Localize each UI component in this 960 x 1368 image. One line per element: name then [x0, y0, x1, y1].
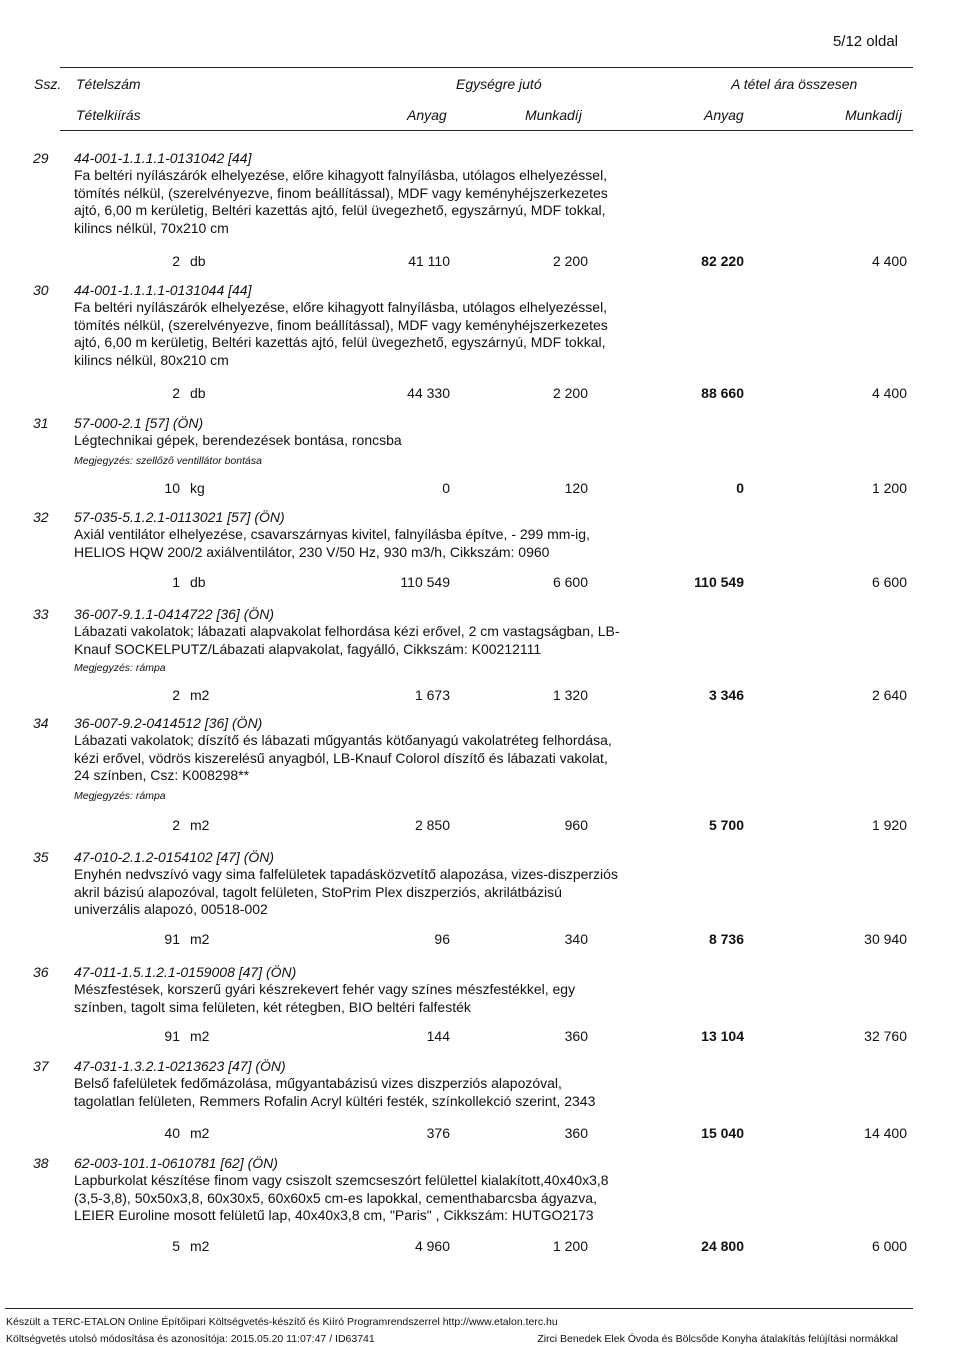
total-material-price: 5 700 — [708, 817, 744, 833]
item-number: 38 — [33, 1155, 49, 1171]
item-unit: m2 — [190, 1238, 210, 1254]
item-description: Légtechnikai gépek, berendezések bontása, roncsba — [74, 432, 402, 448]
item-description: Fa beltéri nyílászárók elhelyezése, előre kihagyott falnyílásba, utólagos elhelyezéssel, tömítés nélkül, (szerelvényezve, finom beállítással), MDF vagy keményhéjszerkezetes ajtó, 6,00 m kerületig, Beltéri kazettás ajtó, felül üvegezhető, egyszárnyú, MDF tokkal, kilincs nélkül, 80x210 cm — [74, 299, 608, 368]
item-number: 29 — [33, 150, 49, 166]
total-material-price: 110 549 — [694, 574, 744, 590]
unit-material-price: 96 — [434, 931, 450, 947]
unit-labor-price: 360 — [564, 1028, 588, 1044]
header-ssz: Ssz. — [34, 76, 62, 92]
unit-material-price: 110 549 — [400, 574, 450, 590]
item-description: Belső fafelületek fedőmázolása, műgyantabázisú vizes diszperziós alapozóval, tagolatlan felületen, Remmers Rofalin Acryl kültéri festék, színkollekció szerint, 2343 — [74, 1075, 596, 1109]
item-quantity: 2 — [172, 687, 180, 703]
item-note: Megjegyzés: rámpa — [74, 790, 166, 802]
item-code: 57-035-5.1.2.1-0113021 [57] (ÖN) — [74, 509, 285, 525]
unit-material-price: 44 330 — [407, 385, 450, 401]
header-munkadij-unit: Munkadíj — [525, 107, 582, 123]
footer-rule — [5, 1308, 913, 1309]
item-code: 36-007-9.1.1-0414722 [36] (ÖN) — [74, 606, 275, 622]
total-labor-price: 6 000 — [871, 1238, 907, 1254]
item-description: Enyhén nedvszívó vagy sima falfelületek tapadásközvetítő alapozása, vizes-diszperziós akril bázisú alapozóval, tagolt felületen, StoPrim Plex diszperziós, akrilátbázisú univerzális alapozó, 00518-002 — [74, 866, 618, 917]
total-material-price: 24 800 — [701, 1238, 744, 1254]
unit-labor-price: 2 200 — [552, 385, 588, 401]
item-number: 35 — [33, 849, 49, 865]
item-code: 44-001-1.1.1.1-0131042 [44] — [74, 150, 252, 166]
item-number: 33 — [33, 606, 49, 622]
total-labor-price: 2 640 — [871, 687, 907, 703]
header-tetelszam: Tételszám — [76, 76, 141, 92]
total-labor-price: 6 600 — [871, 574, 907, 590]
item-number: 31 — [33, 415, 49, 431]
item-quantity: 2 — [172, 385, 180, 401]
item-code: 36-007-9.2-0414512 [36] (ÖN) — [74, 715, 263, 731]
item-number: 32 — [33, 509, 49, 525]
header-tetelkiiras: Tételkiírás — [76, 107, 141, 123]
total-labor-price: 32 760 — [864, 1028, 907, 1044]
item-quantity: 91 — [164, 1028, 180, 1044]
item-unit: m2 — [190, 1028, 210, 1044]
footer-credit: Készült a TERC-ETALON Online Építőipari Költségvetés-készítő és Kiíró Programrendszerrel http://www.etalon.terc.hu — [6, 1316, 558, 1328]
unit-labor-price: 960 — [564, 817, 588, 833]
item-unit: m2 — [190, 931, 210, 947]
item-description: Axiál ventilátor elhelyezése, csavarszárnyas kivitel, falnyílásba építve, - 299 mm-ig, HELIOS HQW 200/2 axiálventilátor, 230 V/50 Hz, 930 m3/h, Cikkszám: 0960 — [74, 526, 590, 560]
header-anyag-total: Anyag — [704, 107, 744, 123]
total-labor-price: 14 400 — [864, 1125, 907, 1141]
unit-labor-price: 1 200 — [552, 1238, 588, 1254]
item-number: 37 — [33, 1058, 49, 1074]
unit-labor-price: 6 600 — [552, 574, 588, 590]
item-description: Lábazati vakolatok; lábazati alapvakolat felhordása kézi erővel, 2 cm vastagságban, LB- Knauf SOCKELPUTZ/Lábazati alapvakolat, fagyálló, Cikkszám: K00212111 — [74, 623, 620, 657]
item-quantity: 5 — [172, 1238, 180, 1254]
total-material-price: 13 104 — [701, 1028, 744, 1044]
total-material-price: 82 220 — [701, 253, 744, 269]
total-labor-price: 1 920 — [871, 817, 907, 833]
item-number: 34 — [33, 715, 49, 731]
header-anyag-unit: Anyag — [407, 107, 447, 123]
item-quantity: 91 — [164, 931, 180, 947]
unit-material-price: 144 — [426, 1028, 450, 1044]
header-bottom-rule — [60, 130, 913, 131]
total-material-price: 15 040 — [701, 1125, 744, 1141]
header-tetel-ara: A tétel ára összesen — [731, 76, 858, 92]
item-code: 44-001-1.1.1.1-0131044 [44] — [74, 282, 252, 298]
unit-material-price: 41 110 — [408, 253, 450, 269]
item-unit: kg — [190, 480, 205, 496]
item-unit: m2 — [190, 1125, 210, 1141]
header-top-rule — [60, 67, 913, 68]
total-labor-price: 1 200 — [871, 480, 907, 496]
unit-labor-price: 340 — [564, 931, 588, 947]
item-code: 47-011-1.5.1.2.1-0159008 [47] (ÖN) — [74, 964, 297, 980]
unit-labor-price: 120 — [564, 480, 588, 496]
item-code: 47-031-1.3.2.1-0213623 [47] (ÖN) — [74, 1058, 286, 1074]
header-egysegre-juto: Egységre jutó — [456, 76, 542, 92]
unit-material-price: 2 850 — [414, 817, 450, 833]
total-labor-price: 4 400 — [871, 385, 907, 401]
item-description: Lapburkolat készítése finom vagy csiszolt szemcseszórt felülettel kialakított,40x40x3,8 (3,5-3,8), 50x50x3,8, 60x30x5, 60x60x5 cm-es lapokkal, cementhabarcsba ágyazva, LEIER Euroline mosott felületű lap, 40x40x3,8 cm, "Paris" , Cikkszám: HUTGO2173 — [74, 1172, 609, 1223]
unit-material-price: 1 673 — [414, 687, 450, 703]
unit-labor-price: 1 320 — [552, 687, 588, 703]
footer-modification: Költségvetés utolsó módosítása és azonosítója: 2015.05.20 11:07:47 / ID63741 — [6, 1333, 375, 1345]
total-labor-price: 30 940 — [864, 931, 907, 947]
unit-material-price: 0 — [442, 480, 450, 496]
total-material-price: 88 660 — [701, 385, 744, 401]
item-note: Megjegyzés: rámpa — [74, 662, 166, 674]
item-quantity: 1 — [172, 574, 180, 590]
item-quantity: 2 — [172, 253, 180, 269]
unit-material-price: 376 — [426, 1125, 450, 1141]
item-unit: db — [190, 574, 206, 590]
total-material-price: 0 — [736, 480, 744, 496]
item-quantity: 10 — [164, 480, 180, 496]
item-quantity: 40 — [164, 1125, 180, 1141]
item-note: Megjegyzés: szellőző ventillátor bontása — [74, 455, 262, 467]
unit-labor-price: 2 200 — [552, 253, 588, 269]
item-code: 57-000-2.1 [57] (ÖN) — [74, 415, 204, 431]
total-labor-price: 4 400 — [871, 253, 907, 269]
item-unit: m2 — [190, 687, 210, 703]
total-material-price: 3 346 — [708, 687, 744, 703]
item-number: 36 — [33, 964, 49, 980]
item-code: 62-003-101.1-0610781 [62] (ÖN) — [74, 1155, 278, 1171]
item-description: Mészfestések, korszerű gyári készrekevert fehér vagy színes mészfestékkel, egy színben, tagolt sima felületen, két rétegben, BIO beltéri falfesték — [74, 981, 576, 1015]
footer-project: Zirci Benedek Elek Óvoda és Bölcsőde Konyha átalakítás felújítási normákkal — [537, 1333, 898, 1345]
unit-material-price: 4 960 — [414, 1238, 450, 1254]
item-unit: db — [190, 253, 206, 269]
item-unit: m2 — [190, 817, 210, 833]
item-unit: db — [190, 385, 206, 401]
item-description: Lábazati vakolatok; díszítő és lábazati műgyantás kötőanyagú vakolatréteg felhordása, kézi erővel, vödrös kiszerelésű anyagból, LB-Knauf Colorol díszítő és lábazati vakolat, 24 színben, Csz: K008298** — [74, 732, 612, 783]
item-code: 47-010-2.1.2-0154102 [47] (ÖN) — [74, 849, 275, 865]
page-number: 5/12 oldal — [832, 33, 898, 50]
item-quantity: 2 — [172, 817, 180, 833]
unit-labor-price: 360 — [564, 1125, 588, 1141]
item-number: 30 — [33, 282, 49, 298]
header-munkadij-total: Munkadíj — [845, 107, 902, 123]
item-description: Fa beltéri nyílászárók elhelyezése, előre kihagyott falnyílásba, utólagos elhelyezéssel, tömítés nélkül, (szerelvényezve, finom beállítással), MDF vagy keményhéjszerkezetes ajtó, 6,00 m kerületig, Beltéri kazettás ajtó, felül üvegezhető, egyszárnyú, MDF tokkal, kilincs nélkül, 70x210 cm — [74, 167, 608, 236]
total-material-price: 8 736 — [708, 931, 744, 947]
